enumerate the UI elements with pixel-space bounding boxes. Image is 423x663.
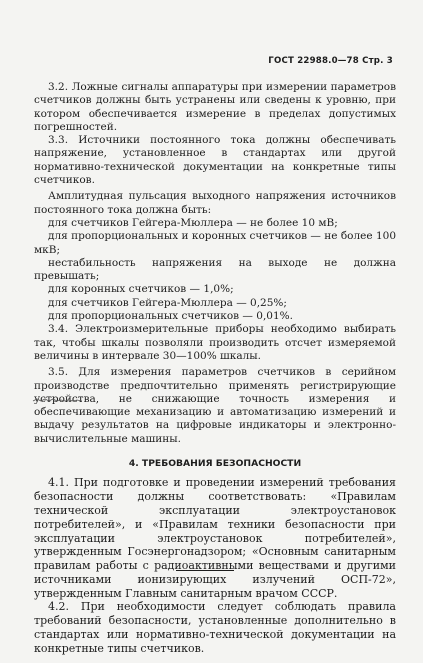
list-item-geiger: для счетчиков Гейгера-Мюллера — 0,25%;	[48, 296, 287, 309]
paragraph-3-2: 3.2. Ложные сигналы аппаратуры при измерении параметров счетчиков должны быть устранены или сведены к уровню, при котором обеспечивается измерение в пределах допустимых погрешностей.	[34, 81, 396, 133]
paragraph-amplitude: Амплитудная пульсация выходного напряжения источников постоянного тока должна быть:	[34, 190, 396, 216]
line-geiger-muller: для счетчиков Гейгера-Мюллера — не более 10 мВ;	[48, 216, 338, 229]
page-header: ГОСТ 22988.0—78 Стр. 3	[268, 56, 393, 66]
paragraph-3-3: 3.3. Источники постоянного тока должны обеспечивать напряжение, установленное в стандартах или другой нормативно-технической документации на конкретные типы счетчиков.	[34, 134, 396, 187]
paragraph-4-2: 4.2. При необходимости следует соблюдать правила требований безопасности, установленные дополнительно в стандартах или нормативно-технической документации на конкретные типы счетчиков.	[34, 600, 396, 655]
paragraph-3-5: 3.5. Для измерения параметров счетчиков в серийном производстве предпочтительно применять регистрирующие устройства, не снижающие точность измерения и обеспечивающие механизацию и автоматизацию измерений и выдачу результатов на цифровые индикаторы и электронно-вычислительные машины.	[34, 366, 396, 445]
paragraph-4-1: 4.1. При подготовке и проведении измерений требования безопасности должны соответствовать: «Правилам технической эксплуатации электроустановок потребителей», и «Правилам техники безопасности при эксплуатации электроустановок потребителей», утвержденным Госэнергонадзором; «Основным санитарным правилам работы с радиоактивными веществами и другими источниками ионизирующих излучений ОСП-72», утвержденным Главным санитарным врачом СССР.	[34, 476, 396, 600]
line-proportional-corona: для пропорциональных и коронных счетчиков — не более 100 мкВ;	[34, 230, 396, 256]
paragraph-3-4: 3.4. Электроизмерительные приборы необходимо выбирать так, чтобы шкалы позволяли производить отсчет измеряемой величины в интервале 30—100% шкалы.	[34, 323, 396, 362]
list-item-corona: для коронных счетчиков — 1,0%;	[48, 283, 234, 296]
handwritten-mark	[32, 397, 84, 403]
line-instability: нестабильность напряжения на выходе не должна превышать;	[34, 256, 396, 283]
list-item-proportional: для пропорциональных счетчиков — 0,01%.	[48, 310, 293, 323]
section-4-title: 4. ТРЕБОВАНИЯ БЕЗОПАСНОСТИ	[128, 458, 302, 470]
footer-rule	[176, 570, 234, 571]
